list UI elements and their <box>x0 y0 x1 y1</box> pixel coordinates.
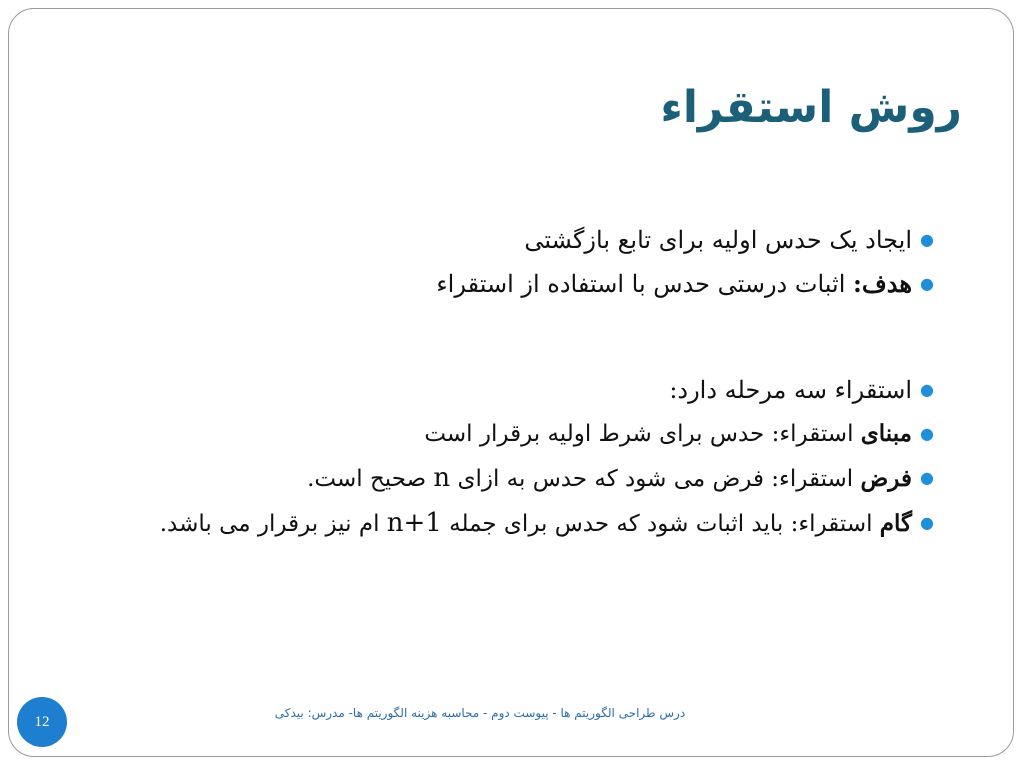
step-text <box>156 456 912 501</box>
step-item <box>156 501 936 545</box>
bullet-item <box>156 368 936 412</box>
footer-text: درس طراحی الگوریتم ها - پیوست دوم - محاسبه هزینه الگوریتم ها- مدرس: بیدکی <box>274 706 686 720</box>
bullet-dot-icon: ● <box>920 424 934 443</box>
step-body: استقراء: حدس برای شرط اولیه برقرار است <box>424 421 861 447</box>
step-text <box>156 412 912 456</box>
step-item <box>156 412 936 456</box>
step-variable: n <box>433 463 451 493</box>
step-body: استقراء: باید اثبات شود که حدس برای جمله <box>441 511 880 537</box>
step-body: استقراء: فرض می شود که حدس به ازای <box>450 466 861 492</box>
step-term: مبنای <box>860 420 912 447</box>
bullet-dot-icon: ● <box>920 513 934 532</box>
page-number-badge <box>17 697 67 747</box>
bullet-text: استقراء سه مرحله دارد: <box>669 376 912 404</box>
bullet-body: اثبات درستی حدس با استفاده از استقراء <box>436 270 853 298</box>
step-term: گام <box>879 510 912 537</box>
bullet-dot-icon: ● <box>920 468 934 487</box>
bullet-term: هدف: <box>853 269 912 298</box>
step-term: فرض <box>860 465 912 492</box>
bullet-text: ایجاد یک حدس اولیه برای تابع بازگشتی <box>524 226 912 254</box>
bullet-dot-icon: ● <box>920 380 934 399</box>
slide-title: روش استقراء <box>660 82 962 133</box>
bullet-dot-icon: ● <box>920 230 934 249</box>
bullet-text <box>156 262 912 306</box>
step-item <box>156 456 936 501</box>
step-body-end: ام نیز برقرار می باشد. <box>159 511 387 537</box>
slide-content <box>156 218 936 545</box>
step-body-end: صحیح است. <box>307 466 434 492</box>
bullet-item <box>156 262 936 306</box>
page-number: 12 <box>34 713 50 730</box>
bullet-dot-icon: ● <box>920 274 934 293</box>
bullet-item <box>156 218 936 262</box>
step-text <box>156 501 912 544</box>
step-variable: n+1 <box>386 508 442 538</box>
